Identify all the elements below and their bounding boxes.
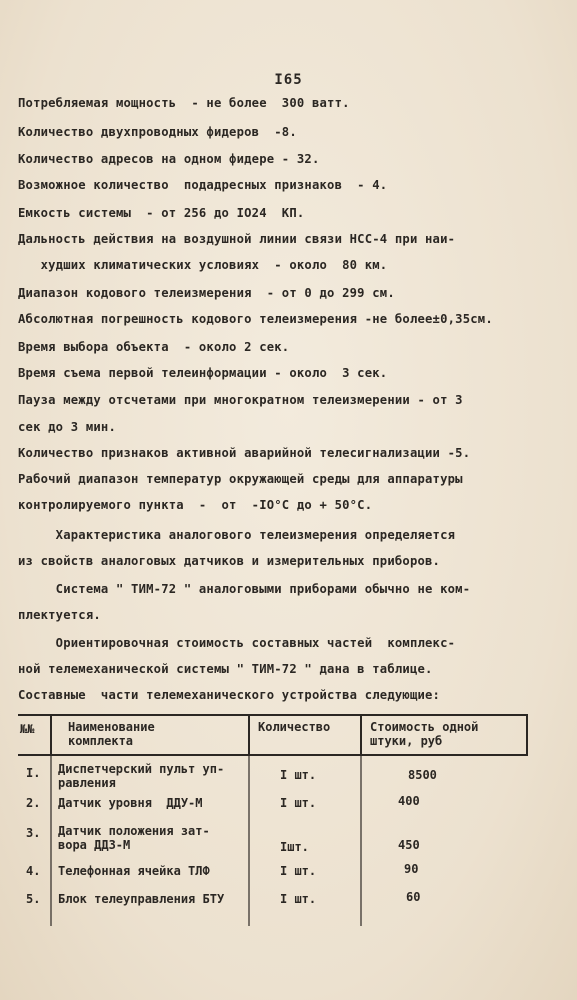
table-cell-num: 2. (26, 796, 41, 810)
table-cell-name: Диспетчерский пульт уп- равления (58, 762, 225, 790)
table-cell-num: 4. (26, 864, 41, 878)
table-header-cost: Стоимость одной штуки, руб (370, 720, 479, 748)
table-cell-qty: Iшт. (280, 840, 309, 854)
table-cell-cost: 8500 (408, 768, 437, 782)
page-number: I65 (274, 72, 303, 88)
text-line: контролируемого пункта - от -IO°C до + 50°C. (18, 498, 373, 512)
text-line: Пауза между отсчетами при многократном телеизмерении - от 3 (18, 393, 463, 407)
table-cell-cost: 90 (404, 862, 419, 876)
text-line: сек до 3 мин. (18, 420, 116, 434)
text-line: Возможное количество подадресных признаков - 4. (18, 178, 388, 192)
text-line: Потребляемая мощность - не более 300 ватт. (18, 96, 350, 110)
table-cell-num: 3. (26, 826, 41, 840)
text-line: Диапазон кодового телеизмерения - от 0 до 299 см. (18, 286, 395, 300)
table-rule (18, 714, 528, 716)
table-rule (18, 754, 528, 756)
cost-table (18, 714, 528, 934)
text-line: Ориентировочная стоимость составных частей комплекс- (18, 636, 456, 650)
text-line: Рабочий диапазон температур окружающей среды для аппаратуры (18, 472, 463, 486)
text-line: Время съема первой телеинформации - около 3 сек. (18, 366, 388, 380)
text-line: Характеристика аналогового телеизмерения определяется (18, 528, 456, 542)
table-cell-name: Телефонная ячейка ТЛФ (58, 864, 210, 878)
text-line: ной телемеханической системы " ТИМ-72 " дана в таблице. (18, 662, 433, 676)
table-cell-cost: 400 (398, 794, 420, 808)
table-rule (248, 754, 250, 926)
table-cell-cost: 60 (406, 890, 421, 904)
text-line: Дальность действия на воздушной линии связи НСС-4 при наи- (18, 232, 456, 246)
table-cell-qty: I шт. (280, 864, 317, 878)
table-cell-name: Датчик уровня ДДУ-М (58, 796, 203, 810)
table-rule (50, 754, 52, 926)
text-line: Система " ТИМ-72 " аналоговыми приборами обычно не ком- (18, 582, 471, 596)
table-cell-name: Блок телеуправления БТУ (58, 892, 225, 906)
text-line: Емкость системы - от 256 до IO24 КП. (18, 206, 305, 220)
text-line: Составные части телемеханического устройства следующие: (18, 688, 441, 702)
text-line: Количество двухпроводных фидеров -8. (18, 125, 297, 139)
text-line: Количество адресов на одном фидере - 32. (18, 152, 320, 166)
text-line: Абсолютная погрешность кодового телеизмерения -не более±0,35см. (18, 312, 493, 326)
table-rule (50, 714, 52, 754)
table-cell-qty: I шт. (280, 796, 317, 810)
text-line: Время выбора объекта - около 2 сек. (18, 340, 290, 354)
table-rule (360, 754, 362, 926)
text-line: Количество признаков активной аварийной телесигнализации -5. (18, 446, 471, 460)
table-header-qty: Количество (258, 720, 331, 734)
table-rule (526, 714, 528, 754)
table-header-name: Наименование комплекта (68, 720, 155, 748)
text-line: худших климатических условиях - около 80 км. (18, 258, 388, 272)
table-cell-qty: I шт. (280, 892, 317, 906)
table-rule (360, 714, 362, 754)
text-line: из свойств аналоговых датчиков и измерительных приборов. (18, 554, 441, 568)
table-rule (248, 714, 250, 754)
table-cell-name: Датчик положения зат- вора ДДЗ-М (58, 824, 210, 852)
table-cell-qty: I шт. (280, 768, 317, 782)
table-header-num: №№ (20, 722, 35, 736)
table-cell-num: I. (26, 766, 41, 780)
text-line: плектуется. (18, 608, 101, 622)
table-cell-num: 5. (26, 892, 41, 906)
table-cell-cost: 450 (398, 838, 420, 852)
